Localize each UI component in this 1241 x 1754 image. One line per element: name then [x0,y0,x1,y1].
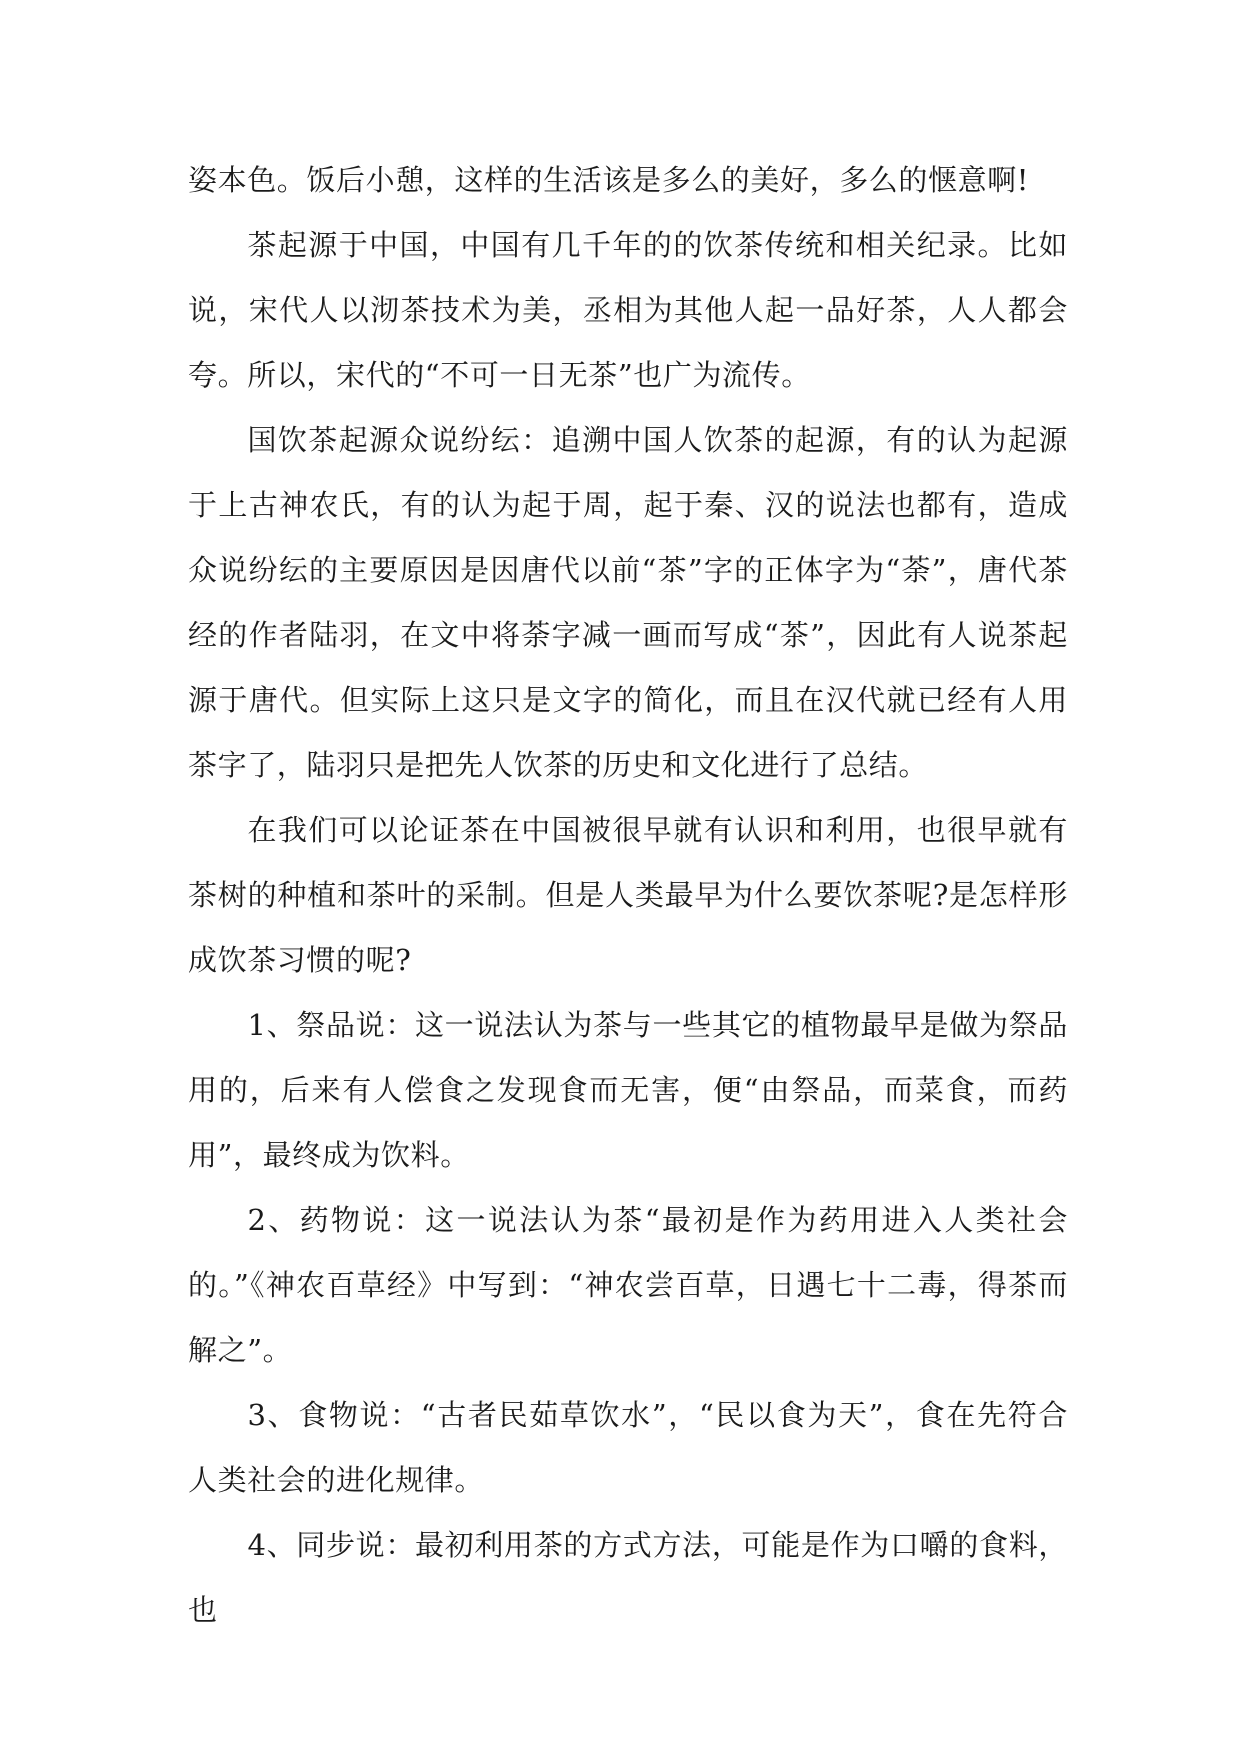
paragraph-2: 茶起源于中国，中国有几千年的的饮茶传统和相关纪录。比如说，宋代人以沏茶技术为美，丞相为其他人起一品好茶，人人都会夸。所以，宋代的“不可一日无茶”也广为流传。 [188,228,1068,392]
paragraph-3: 国饮茶起源众说纷纭：追溯中国人饮茶的起源，有的认为起源于上古神农氏，有的认为起于周，起于秦、汉的说法也都有，造成众说纷纭的主要原因是因唐代以前“茶”字的正体字为“荼”，唐代茶经的作者陆羽，在文中将荼字减一画而写成“茶”，因此有人说茶起源于唐代。但实际上这只是文字的简化，而且在汉代就已经有人用茶字了，陆羽只是把先人饮茶的历史和文化进行了总结。 [188,423,1068,782]
paragraph-5: 1、祭品说：这一说法认为茶与一些其它的植物最早是做为祭品用的，后来有人偿食之发现食而无害，便“由祭品，而菜食，而药用”，最终成为饮料。 [188,1008,1068,1172]
paragraph-6: 2、药物说：这一说法认为茶“最初是作为药用进入人类社会的。”《神农百草经》中写到：“神农尝百草，日遇七十二毒，得茶而解之”。 [188,1203,1068,1367]
paragraph-7: 3、食物说：“古者民茹草饮水”，“民以食为天”，食在先符合人类社会的进化规律。 [188,1398,1068,1497]
paragraph-4: 在我们可以论证茶在中国被很早就有认识和利用，也很早就有茶树的种植和茶叶的采制。但是人类最早为什么要饮茶呢?是怎样形成饮茶习惯的呢? [188,813,1068,977]
document-body [188,148,1068,1643]
paragraph-1: 姿本色。饭后小憩，这样的生活该是多么的美好，多么的惬意啊! [188,163,1030,197]
paragraph-8: 4、同步说：最初利用茶的方式方法，可能是作为口嚼的食料，也 [188,1528,1068,1627]
